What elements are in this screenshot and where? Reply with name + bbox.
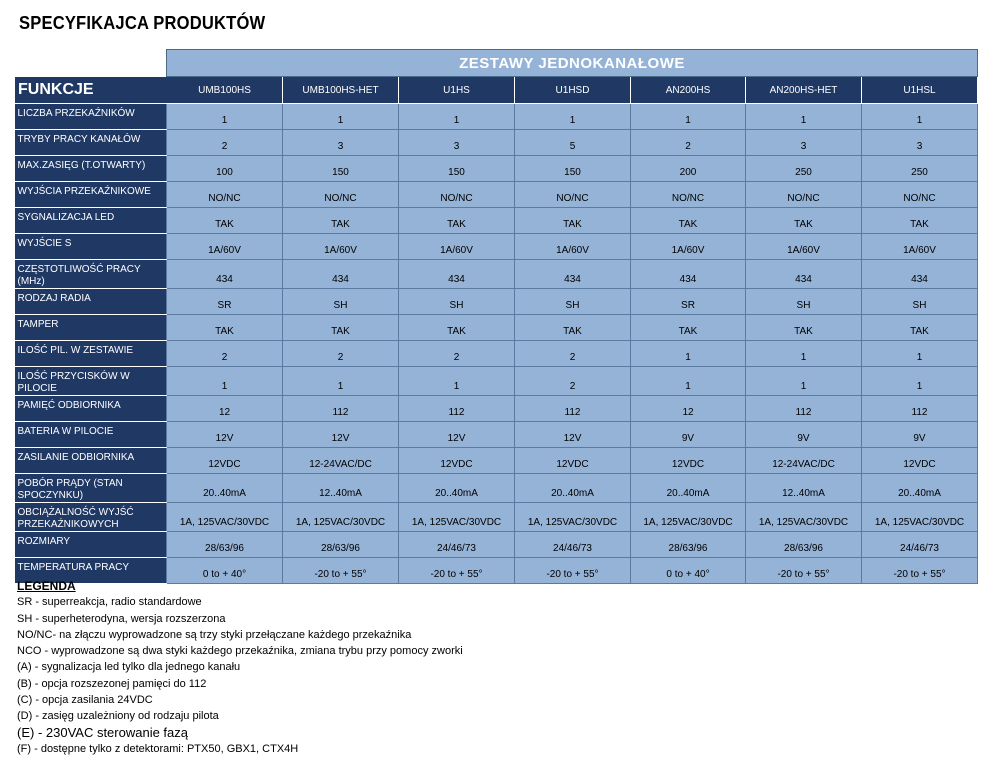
table-cell: 112 [862, 396, 978, 422]
table-cell: 112 [746, 396, 862, 422]
table-cell: 28/63/96 [167, 532, 283, 558]
table-cell: TAK [631, 208, 746, 234]
table-cell: 1 [746, 104, 862, 130]
row-label [15, 396, 167, 422]
table-cell: -20 to + 55° [399, 558, 515, 584]
table-row [15, 396, 978, 422]
row-label-text: ROZMIARY [17, 536, 71, 547]
legend-title: LEGENDA [17, 579, 76, 593]
table-cell: 1A, 125VAC/30VDC [862, 503, 978, 532]
table-row [15, 315, 978, 341]
table-cell: 250 [746, 156, 862, 182]
table-cell: 12VDC [399, 448, 515, 474]
table-cell: NO/NC [862, 182, 978, 208]
table-cell: 12V [515, 422, 631, 448]
row-label-text: RODZAJ RADIA [17, 293, 91, 304]
table-cell: 2 [167, 130, 283, 156]
table-cell: -20 to + 55° [746, 558, 862, 584]
table-cell: 112 [399, 396, 515, 422]
table-cell: TAK [283, 208, 399, 234]
row-label-text: WYJŚCIE S [17, 238, 72, 249]
table-cell: 2 [167, 341, 283, 367]
row-label-text: WYJŚCIA PRZEKAŹNIKOWE [17, 186, 151, 197]
table-cell: 20..40mA [399, 474, 515, 503]
table-cell: TAK [746, 208, 862, 234]
table-cell: 12VDC [631, 448, 746, 474]
legend-item: (D) - zasięg uzależniony od rodzaju pilota [17, 710, 219, 723]
table-cell: 0 to + 40° [167, 558, 283, 584]
row-label [15, 448, 167, 474]
model-header: UMB100HS [167, 77, 283, 104]
table-cell: 434 [283, 260, 399, 289]
table-cell: NO/NC [399, 182, 515, 208]
table-cell: 12VDC [167, 448, 283, 474]
row-label [15, 130, 167, 156]
table-cell: TAK [862, 315, 978, 341]
table-cell: 1 [167, 104, 283, 130]
table-cell: SR [167, 289, 283, 315]
table-cell: 1A, 125VAC/30VDC [399, 503, 515, 532]
model-header: U1HS [399, 77, 515, 104]
table-cell: 150 [515, 156, 631, 182]
table-cell: TAK [746, 315, 862, 341]
row-label [15, 367, 167, 396]
row-label [15, 474, 167, 503]
table-cell: 1A/60V [167, 234, 283, 260]
table-cell: 24/46/73 [399, 532, 515, 558]
table-cell: 1 [631, 104, 746, 130]
row-label [15, 182, 167, 208]
functions-header: FUNKCJE [15, 77, 167, 104]
table-cell: 1 [862, 341, 978, 367]
legend-item: NO/NC- na złączu wyprowadzone są trzy styki przełączane każdego przekaźnika [17, 628, 412, 641]
table-cell: NO/NC [746, 182, 862, 208]
table-row [15, 289, 978, 315]
table-cell: 2 [631, 130, 746, 156]
table-row [15, 234, 978, 260]
table-cell: 28/63/96 [746, 532, 862, 558]
table-cell: 150 [283, 156, 399, 182]
table-cell: 12-24VAC/DC [746, 448, 862, 474]
table-row [15, 208, 978, 234]
row-label [15, 289, 167, 315]
row-label [15, 156, 167, 182]
table-cell: 200 [631, 156, 746, 182]
table-cell: 12VDC [515, 448, 631, 474]
table-cell: 3 [862, 130, 978, 156]
table-row [15, 341, 978, 367]
table-cell: SH [283, 289, 399, 315]
row-label-text: TEMPERATURA PRACY [17, 562, 129, 573]
table-cell: -20 to + 55° [862, 558, 978, 584]
table-cell: NO/NC [167, 182, 283, 208]
table-cell: 1A, 125VAC/30VDC [167, 503, 283, 532]
model-header: AN200HS [631, 77, 746, 104]
row-label [15, 234, 167, 260]
table-cell: 12V [283, 422, 399, 448]
row-label-text: BATERIA W PILOCIE [17, 426, 114, 437]
table-cell: 12 [631, 396, 746, 422]
table-cell: SH [746, 289, 862, 315]
table-row [15, 182, 978, 208]
table-cell: 1 [862, 104, 978, 130]
legend-item: (E) - 230VAC sterowanie fazą [17, 724, 188, 740]
table-cell: 434 [399, 260, 515, 289]
table-row [15, 367, 978, 396]
table-cell: 1 [283, 104, 399, 130]
table-cell: 434 [862, 260, 978, 289]
model-header: U1HSL [862, 77, 978, 104]
table-cell: 20..40mA [167, 474, 283, 503]
table-cell: 1 [746, 367, 862, 396]
table-cell: TAK [167, 208, 283, 234]
table-cell: 434 [631, 260, 746, 289]
table-cell: 28/63/96 [283, 532, 399, 558]
row-label [15, 341, 167, 367]
table-cell: 28/63/96 [631, 532, 746, 558]
row-label-text: CZĘSTOTLIWOŚĆ PRACY (MHz) [17, 264, 141, 287]
table-cell: 24/46/73 [515, 532, 631, 558]
table-cell: 20..40mA [862, 474, 978, 503]
table-cell: 3 [283, 130, 399, 156]
table-row [15, 532, 978, 558]
table-cell: NO/NC [631, 182, 746, 208]
row-label [15, 315, 167, 341]
table-cell: 5 [515, 130, 631, 156]
table-row [15, 503, 978, 532]
table-cell: 1A/60V [862, 234, 978, 260]
legend-item: (A) - sygnalizacja led tylko dla jednego kanału [17, 661, 241, 674]
table-row [15, 130, 978, 156]
table-cell: 1A/60V [515, 234, 631, 260]
table-cell: NO/NC [283, 182, 399, 208]
table-row [15, 474, 978, 503]
model-header: UMB100HS-HET [283, 77, 399, 104]
table-row [15, 104, 978, 130]
table-cell: 1 [515, 104, 631, 130]
table-cell: 1A/60V [746, 234, 862, 260]
table-cell: TAK [399, 315, 515, 341]
row-label [15, 104, 167, 130]
row-label [15, 503, 167, 532]
table-cell: 1 [746, 341, 862, 367]
table-cell: 20..40mA [631, 474, 746, 503]
table-cell: SH [862, 289, 978, 315]
group-header: ZESTAWY JEDNOKANAŁOWE [167, 50, 978, 77]
legend-item: (B) - opcja rozszezonej pamięci do 112 [17, 677, 207, 690]
table-cell: 2 [399, 341, 515, 367]
table-cell: 1 [399, 367, 515, 396]
table-row [15, 156, 978, 182]
legend [17, 578, 463, 757]
table-cell: 1A, 125VAC/30VDC [515, 503, 631, 532]
table-row [15, 448, 978, 474]
table-cell: 1 [631, 341, 746, 367]
table-cell: 9V [862, 422, 978, 448]
table-cell: 112 [515, 396, 631, 422]
table-cell: 2 [515, 367, 631, 396]
table-cell: 3 [746, 130, 862, 156]
row-label [15, 532, 167, 558]
table-cell: 24/46/73 [862, 532, 978, 558]
table-cell: -20 to + 55° [283, 558, 399, 584]
table-cell: 100 [167, 156, 283, 182]
table-cell: TAK [283, 315, 399, 341]
row-label [15, 422, 167, 448]
table-cell: 12V [399, 422, 515, 448]
model-header: U1HSD [515, 77, 631, 104]
row-label-text: MAX.ZASIĘG (T.OTWARTY) [17, 160, 146, 171]
table-cell: 434 [746, 260, 862, 289]
table-cell: SH [399, 289, 515, 315]
table-cell: 2 [515, 341, 631, 367]
table-row [15, 260, 978, 289]
table-cell: SR [631, 289, 746, 315]
table-cell: 1A, 125VAC/30VDC [746, 503, 862, 532]
table-cell: 150 [399, 156, 515, 182]
table-cell: 1A, 125VAC/30VDC [631, 503, 746, 532]
table-cell: 1 [167, 367, 283, 396]
table-cell: TAK [515, 208, 631, 234]
table-cell: TAK [167, 315, 283, 341]
table-cell: -20 to + 55° [515, 558, 631, 584]
table-cell: 434 [515, 260, 631, 289]
table-cell: 1A/60V [399, 234, 515, 260]
table-cell: 1A/60V [631, 234, 746, 260]
row-label-text: OBCIĄŻALNOŚĆ WYJŚĆ PRZEKAŹNIKOWYCH [17, 507, 134, 530]
row-label-text: ILOŚĆ PRZYCISKÓW W PILOCIE [17, 371, 130, 394]
table-cell: 3 [399, 130, 515, 156]
table-cell: TAK [515, 315, 631, 341]
table-cell: 1 [631, 367, 746, 396]
legend-item: (C) - opcja zasilania 24VDC [17, 694, 153, 707]
table-cell: 12 [167, 396, 283, 422]
table-cell: 1A/60V [283, 234, 399, 260]
table-cell: 1 [283, 367, 399, 396]
row-label-text: PAMIĘĆ ODBIORNIKA [17, 400, 121, 411]
row-label-text: LICZBA PRZEKAŹNIKÓW [17, 108, 135, 119]
table-cell: 20..40mA [515, 474, 631, 503]
row-label-text: POBÓR PRĄDY (STAN SPOCZYNKU) [17, 478, 123, 501]
table-cell: TAK [862, 208, 978, 234]
table-cell: TAK [631, 315, 746, 341]
model-header: AN200HS-HET [746, 77, 862, 104]
table-cell: TAK [399, 208, 515, 234]
specification-table [14, 49, 978, 584]
table-cell: 1 [862, 367, 978, 396]
row-label-text: TAMPER [17, 319, 59, 330]
table-cell: 12..40mA [746, 474, 862, 503]
row-label [15, 208, 167, 234]
table-cell: 12VDC [862, 448, 978, 474]
legend-item: (F) - dostępne tylko z detektorami: PTX50, GBX1, CTX4H [17, 742, 299, 755]
table-corner-blank [15, 50, 167, 77]
table-cell: 12..40mA [283, 474, 399, 503]
table-cell: 112 [283, 396, 399, 422]
table-cell: 12-24VAC/DC [283, 448, 399, 474]
table-cell: SH [515, 289, 631, 315]
table-cell: 250 [862, 156, 978, 182]
row-label-text: SYGNALIZACJA LED [17, 212, 115, 223]
table-cell: 9V [631, 422, 746, 448]
legend-item: SR - superreakcja, radio standardowe [17, 596, 202, 609]
legend-item: NCO - wyprowadzone są dwa styki każdego przekaźnika, zmiana trybu przy pomocy zworki [17, 645, 463, 658]
table-cell: NO/NC [515, 182, 631, 208]
row-label [15, 260, 167, 289]
table-cell: 12V [167, 422, 283, 448]
row-label-text: ILOŚĆ PIL. W ZESTAWIE [17, 345, 134, 356]
page-title: SPECYFIKAJCA PRODUKTÓW [19, 13, 266, 33]
table-row [15, 422, 978, 448]
table-cell: 434 [167, 260, 283, 289]
table-cell: 0 to + 40° [631, 558, 746, 584]
row-label-text: ZASILANIE ODBIORNIKA [17, 452, 135, 463]
table-cell: 2 [283, 341, 399, 367]
table-cell: 1 [399, 104, 515, 130]
row-label-text: TRYBY PRACY KANAŁÓW [17, 134, 141, 145]
legend-item: SH - superheterodyna, wersja rozszerzona [17, 612, 226, 625]
table-cell: 9V [746, 422, 862, 448]
table-cell: 1A, 125VAC/30VDC [283, 503, 399, 532]
